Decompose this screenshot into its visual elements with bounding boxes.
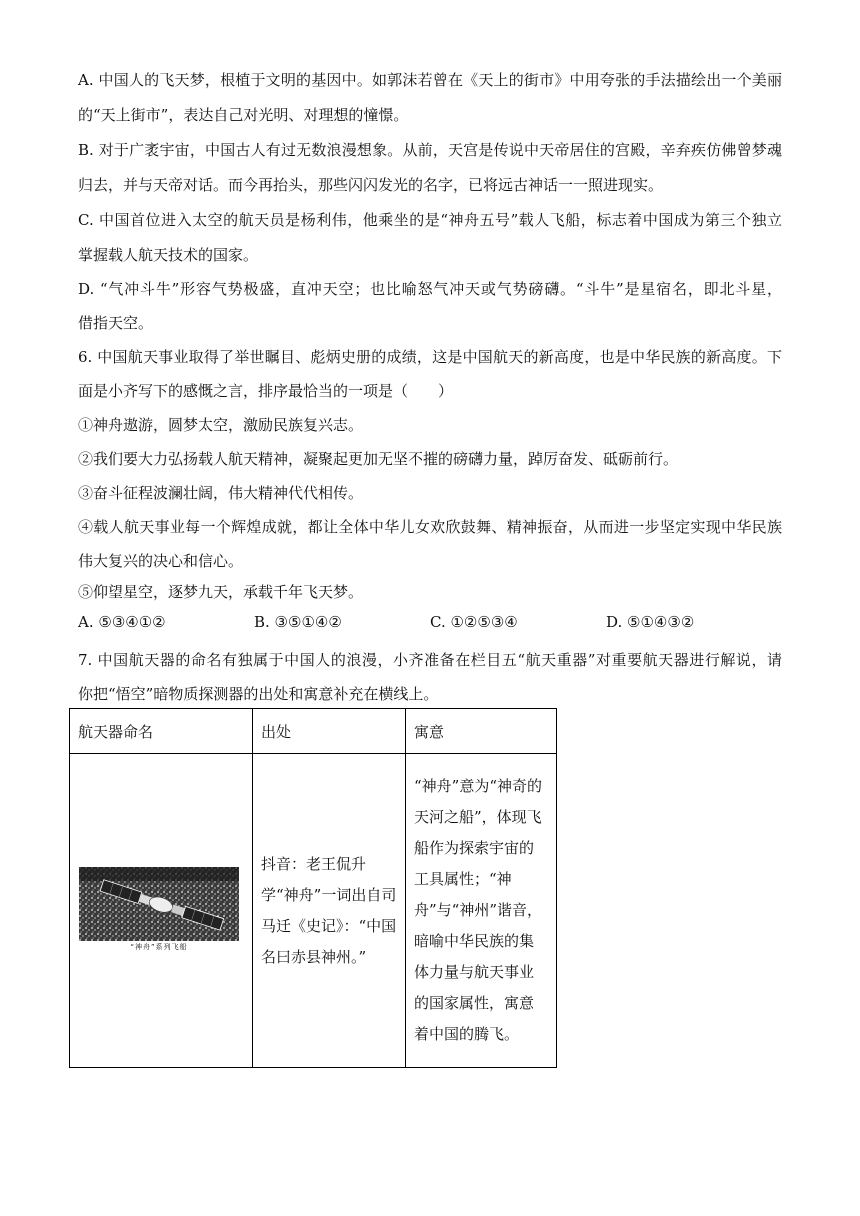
option-c-line-2: 掌握载人航天技术的国家。 [78, 246, 259, 264]
answer-option-b: B. ③⑤①④② [254, 613, 342, 631]
header-name: 航天器命名 [70, 709, 253, 754]
option-b-line-1: B. 对于广袤宇宙，中国古人有过无数浪漫想象。从前，天宫是传说中天帝居住的宫殿，辛弃疾仿佛曾梦魂 [78, 141, 782, 159]
table-header-row [70, 709, 557, 754]
question-6-line-1: 6. 中国航天事业取得了举世瞩目、彪炳史册的成绩，这是中国航天的新高度，也是中华民族的新高度。下 [78, 348, 782, 366]
sentence-3: ③奋斗征程波澜壮阔，伟大精神代代相传。 [78, 484, 364, 502]
table-row [70, 754, 557, 1068]
header-meaning: 寓意 [406, 709, 557, 754]
option-d-line-1: D. “气冲斗牛”形容气势极盛，直冲天空；也比喻怒气冲天或气势磅礴。“斗牛”是星宿名，即北斗星， [78, 280, 782, 298]
source-cell [253, 754, 406, 1068]
sentence-4-line-2: 伟大复兴的决心和信心。 [78, 552, 244, 570]
answer-option-d: D. ⑤①④③② [606, 613, 695, 631]
question-6-line-2: 面是小齐写下的感慨之言，排序最恰当的一项是（ ） [78, 382, 454, 400]
header-source: 出处 [253, 709, 406, 754]
option-a-line-1: A. 中国人的飞天梦，根植于文明的基因中。如郭沫若曾在《天上的街市》中用夸张的手法描绘出一个美丽 [78, 71, 782, 89]
option-c-line-1: C. 中国首位进入太空的航天员是杨利伟，他乘坐的是“神舟五号”载人飞船，标志着中国成为第三个独立 [78, 211, 782, 229]
answer-options [78, 613, 782, 633]
sentence-4-line-1: ④载人航天事业每一个辉煌成就，都让全体中华儿女欢欣鼓舞、精神振奋，从而进一步坚定实现中华民族 [78, 518, 782, 536]
answer-option-a: A. ⑤③④①② [78, 613, 166, 631]
image-caption: “神舟”系列飞船 [130, 942, 188, 951]
shenzhou-spacecraft-image [79, 867, 239, 955]
sentence-2: ②我们要大力弘扬载人航天精神，凝聚起更加无坚不摧的磅礴力量，踔厉奋发、砥砺前行。 [78, 450, 679, 468]
sentence-1: ①神舟遨游，圆梦太空，激励民族复兴志。 [78, 416, 364, 434]
sentence-5: ⑤仰望星空，逐梦九天，承载千年飞天梦。 [78, 583, 364, 601]
question-7-line-1: 7. 中国航天器的命名有独属于中国人的浪漫，小齐准备在栏目五“航天重器”对重要航天器进行解说，请 [78, 651, 782, 669]
meaning-cell [406, 754, 557, 1068]
source-text: 抖音：老王侃升学“神舟”一词出自司马迁《史记》：“中国名曰赤县神州。” [261, 854, 397, 966]
option-d-line-2: 借指天空。 [78, 314, 154, 332]
option-b-line-2: 归去，并与天帝对话。而今再抬头，那些闪闪发光的名字，已将远古神话一一照进现实。 [78, 176, 664, 194]
spacecraft-table [69, 708, 557, 1068]
spacecraft-image-cell [70, 754, 253, 1068]
meaning-text: “神舟”意为“神奇的天河之船”，体现飞船作为探索宇宙的工具属性；“神舟”与“神州”谐音，暗喻中华民族的集体力量与航天事业的国家属性，寓意着中国的腾飞。 [414, 777, 543, 1043]
question-7-line-2: 你把“悟空”暗物质探测器的出处和寓意补充在横线上。 [78, 685, 439, 703]
answer-option-c: C. ①②⑤③④ [430, 613, 518, 631]
option-a-line-2: 的“天上街市”，表达自己对光明、对理想的憧憬。 [78, 106, 409, 124]
